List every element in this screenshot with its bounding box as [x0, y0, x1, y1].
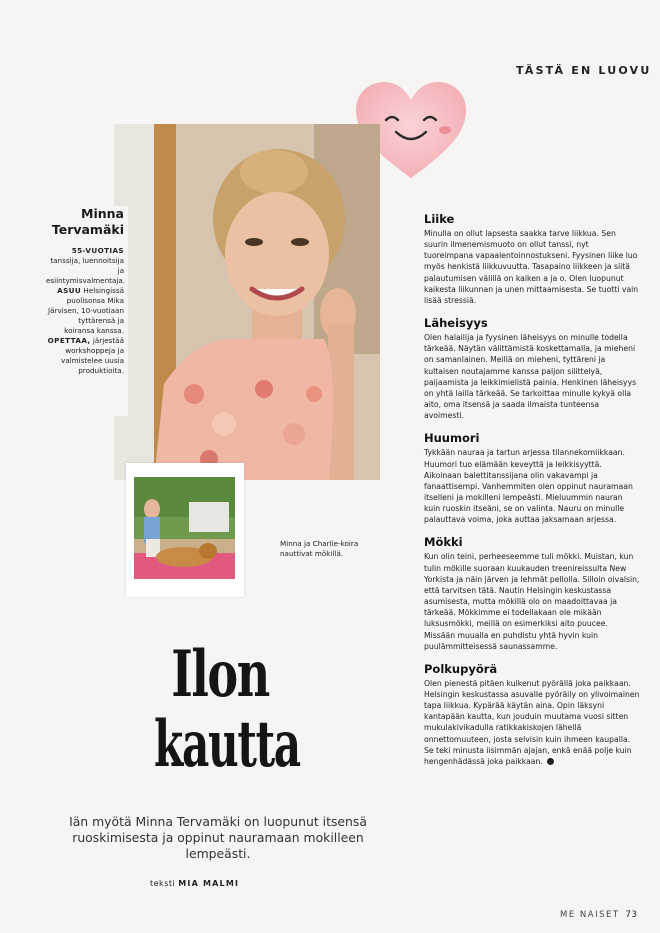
article-end-mark-icon: [547, 758, 554, 765]
section-title: Liike: [424, 212, 455, 226]
profile-name: Minna Tervamäki: [51, 206, 124, 237]
profile-bio: 55-VUOTIAS tanssija, luennoitsija ja esiintymisvalmentaja. ASUU Helsingissä puolisonsa Mika Järvisen, 10-vuotiaan tyttärensä ja koiransa kanssa. OPETTAA, järjestää workshoppeja ja valmistelee uusia produktioita.: [46, 246, 126, 375]
magazine-name: ME NAISET: [560, 910, 620, 920]
section-mokki: [424, 535, 640, 651]
section-body: Kun olin teini, perheeseemme tuli mökki. Muistan, kun tulin mökille suoraan kuukauden treenireissulta New Yorkista ja näin järven ja lehmät pellolla. Silloin oivalsin, että tarvitsen tätä. Nautin Helsingin keskustassa asumisesta, mutta mökillä olo on maadoittavaa ja tärkeää. Mökkimme ei todellakaan ole mikään luksusmökki, meillä on esimerkiksi aito puucee. Missään muualla en puhdistu yhtä hyvin kuin puulämmitteisessä saunassamme.: [424, 552, 640, 651]
section-label: TÄSTÄ EN LUOVU: [516, 64, 652, 77]
cottage-photo: [134, 477, 235, 579]
section-title: Huumori: [424, 431, 480, 446]
cottage-photo-frame: [126, 463, 244, 597]
section-title: Mökki: [424, 535, 463, 550]
section-polkupyora: [424, 662, 640, 767]
section-body: Minulla on ollut lapsesta saakka tarve liikkua. Sen suurin ilmenemismuoto on ollut tanssi, nyt tuoreimpana vapaalentoinnostukseni. Fyysinen liike luo myös henkistä liikkuvuutta. Tasapaino liikkeen ja siitä palautumisen välillä on kaiken a ja o. Olen luopunut kaikesta liikunnan ja unen mittaamisesta. Se tuotti vain lisää stressiä.: [424, 229, 639, 305]
section-body: Olen halailija ja fyysinen läheisyys on minulle todella tärkeää. Näytän välittämistä koskettamalla, ja mieheni on samanlainen. Meillä on mieheni, tyttäreni ja kultaisen noutajamme kanssa paljon silittelyä, paijaamista ja leikkimielistä painia. Henkinen läheisyys on yhtä lailla tärkeää. Se tarkoittaa minulle kykyä olla aito, oma itsensä ja saada ilmaista tunteensa avoimesti.: [424, 333, 637, 421]
page-footer: [560, 910, 660, 920]
section-title: Läheisyys: [424, 316, 488, 331]
section-title: Polkupyörä: [424, 661, 498, 676]
article-headline: [120, 637, 320, 782]
byline: teksti MIA MALMI: [150, 879, 240, 888]
section-body: Olen pienestä pitäen kulkenut pyörällä joka paikkaan. Helsingin keskustassa asuvalle pyöräily on ylivoimainen tapa liikkua. Kypärää käytän aina. Opin läksyni kantapään kautta, kun jouduin muutama vuosi sitten mukulakivikadulla ratikkakiskojen lähellä onnettomuuteen, josta selvisin kuin ihmeen kaupalla. Se teki minusta iisimmän ajajan, enkä enää polje kuin hengenhädässä joka paikkaan.: [424, 678, 640, 766]
section-laheisyys: [424, 316, 640, 421]
photo-caption: Minna ja Charlie-koira nauttivat mökillä.: [280, 539, 359, 558]
article-lead: Iän myötä Minna Tervamäki on luopunut itsensä ruoskimisesta ja oppinut nauramaan mokilleen lempeästi.: [69, 814, 367, 861]
headline-line-2: kautta: [154, 707, 300, 782]
article-sections: [424, 212, 640, 777]
page-number: 73: [625, 910, 638, 920]
section-body: Tykkään nauraa ja tartun arjessa tilannekomiikkaan. Huumori tuo elämään keveyttä ja leikkisyyttä. Aikoinaan balettitanssijana olin vakavampi ja fanaattisempi. Vanhemmiten olen oppinut nauramaan itselleni ja mokilleni lempeästi. Mieluummin nauran kuin ruoskin itseäni, se on valinta. Nauru on minulle palauttava voima, joka auttaa jaksamaan arjessa.: [424, 448, 633, 525]
portrait-photo: [114, 124, 380, 480]
headline-line-1: Ilon: [171, 637, 269, 712]
profile-box: [46, 206, 128, 416]
section-liike: [424, 212, 640, 306]
section-huumori: [424, 431, 640, 525]
